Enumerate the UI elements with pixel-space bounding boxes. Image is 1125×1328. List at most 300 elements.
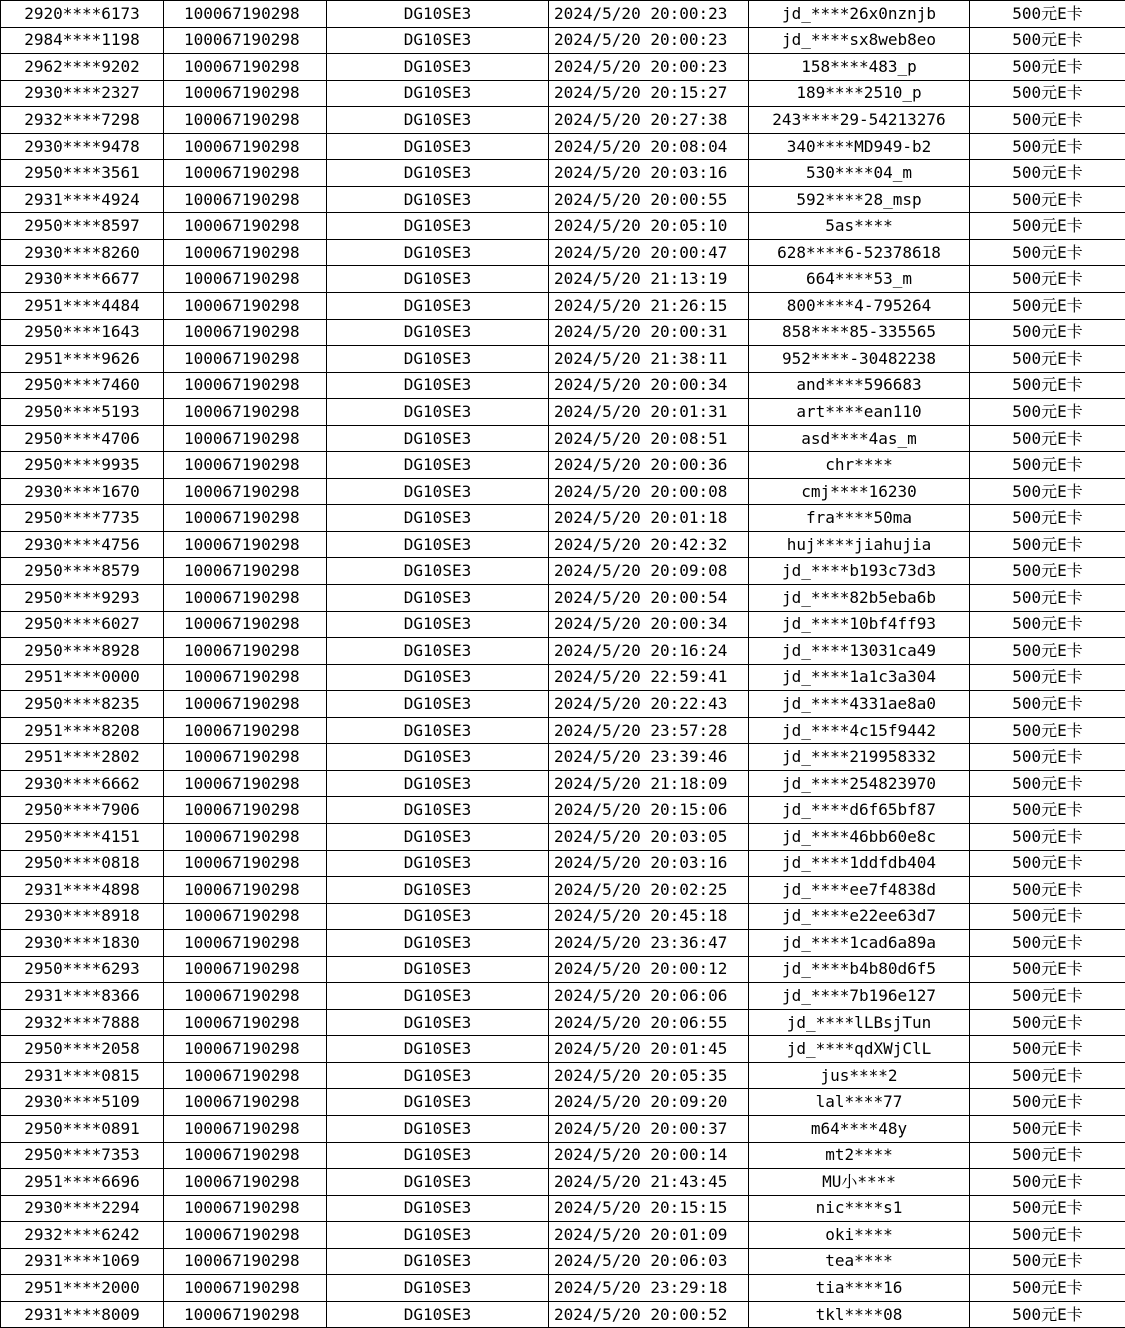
table-row xyxy=(1,346,1125,373)
table-row xyxy=(1,585,1125,612)
prize-cell: 500元E卡 xyxy=(970,1195,1125,1222)
order-id-cell: 2951****4484 xyxy=(1,293,164,320)
product-sku-cell: 100067190298 xyxy=(164,664,327,691)
order-id-cell: 2950****6027 xyxy=(1,611,164,638)
user-account-cell: jd_****4c15f9442 xyxy=(749,717,970,744)
model-cell: DG10SE3 xyxy=(327,691,549,718)
order-id-cell: 2931****4924 xyxy=(1,186,164,213)
prize-cell: 500元E卡 xyxy=(970,293,1125,320)
table-row xyxy=(1,293,1125,320)
model-cell: DG10SE3 xyxy=(327,823,549,850)
table-row xyxy=(1,744,1125,771)
model-cell: DG10SE3 xyxy=(327,266,549,293)
user-account-cell: 530****04_m xyxy=(749,160,970,187)
order-id-cell: 2950****0818 xyxy=(1,850,164,877)
model-cell: DG10SE3 xyxy=(327,1,549,28)
product-sku-cell: 100067190298 xyxy=(164,505,327,532)
model-cell: DG10SE3 xyxy=(327,1195,549,1222)
order-time-cell: 2024/5/20 20:00:36 xyxy=(549,452,749,479)
product-sku-cell: 100067190298 xyxy=(164,239,327,266)
order-id-cell: 2950****7353 xyxy=(1,1142,164,1169)
model-cell: DG10SE3 xyxy=(327,505,549,532)
table-row xyxy=(1,239,1125,266)
table-row xyxy=(1,1195,1125,1222)
model-cell: DG10SE3 xyxy=(327,399,549,426)
prize-cell: 500元E卡 xyxy=(970,372,1125,399)
product-sku-cell: 100067190298 xyxy=(164,319,327,346)
prize-cell: 500元E卡 xyxy=(970,319,1125,346)
order-id-cell: 2950****1643 xyxy=(1,319,164,346)
product-sku-cell: 100067190298 xyxy=(164,1301,327,1328)
model-cell: DG10SE3 xyxy=(327,239,549,266)
order-time-cell: 2024/5/20 20:15:06 xyxy=(549,797,749,824)
prize-cell: 500元E卡 xyxy=(970,797,1125,824)
table-row xyxy=(1,1169,1125,1196)
order-time-cell: 2024/5/20 20:00:23 xyxy=(549,54,749,81)
winner-table-body xyxy=(1,1,1125,1328)
user-account-cell: chr**** xyxy=(749,452,970,479)
user-account-cell: jd_****254823970 xyxy=(749,770,970,797)
prize-cell: 500元E卡 xyxy=(970,1,1125,28)
table-row xyxy=(1,1,1125,28)
prize-cell: 500元E卡 xyxy=(970,213,1125,240)
user-account-cell: 858****85-335565 xyxy=(749,319,970,346)
order-id-cell: 2930****9478 xyxy=(1,133,164,160)
prize-cell: 500元E卡 xyxy=(970,611,1125,638)
order-id-cell: 2930****6677 xyxy=(1,266,164,293)
model-cell: DG10SE3 xyxy=(327,319,549,346)
model-cell: DG10SE3 xyxy=(327,797,549,824)
product-sku-cell: 100067190298 xyxy=(164,850,327,877)
table-row xyxy=(1,770,1125,797)
product-sku-cell: 100067190298 xyxy=(164,1195,327,1222)
product-sku-cell: 100067190298 xyxy=(164,1142,327,1169)
product-sku-cell: 100067190298 xyxy=(164,1222,327,1249)
product-sku-cell: 100067190298 xyxy=(164,903,327,930)
order-id-cell: 2930****8918 xyxy=(1,903,164,930)
product-sku-cell: 100067190298 xyxy=(164,1089,327,1116)
model-cell: DG10SE3 xyxy=(327,54,549,81)
product-sku-cell: 100067190298 xyxy=(164,877,327,904)
order-time-cell: 2024/5/20 22:59:41 xyxy=(549,664,749,691)
product-sku-cell: 100067190298 xyxy=(164,1275,327,1302)
product-sku-cell: 100067190298 xyxy=(164,1009,327,1036)
table-row xyxy=(1,1009,1125,1036)
prize-cell: 500元E卡 xyxy=(970,1009,1125,1036)
prize-cell: 500元E卡 xyxy=(970,877,1125,904)
model-cell: DG10SE3 xyxy=(327,717,549,744)
prize-cell: 500元E卡 xyxy=(970,452,1125,479)
prize-cell: 500元E卡 xyxy=(970,54,1125,81)
model-cell: DG10SE3 xyxy=(327,1222,549,1249)
product-sku-cell: 100067190298 xyxy=(164,956,327,983)
model-cell: DG10SE3 xyxy=(327,1062,549,1089)
user-account-cell: and****596683 xyxy=(749,372,970,399)
model-cell: DG10SE3 xyxy=(327,1248,549,1275)
order-time-cell: 2024/5/20 20:01:09 xyxy=(549,1222,749,1249)
product-sku-cell: 100067190298 xyxy=(164,186,327,213)
user-account-cell: jd_****1ddfdb404 xyxy=(749,850,970,877)
order-time-cell: 2024/5/20 20:15:27 xyxy=(549,80,749,107)
product-sku-cell: 100067190298 xyxy=(164,293,327,320)
user-account-cell: jd_****10bf4ff93 xyxy=(749,611,970,638)
model-cell: DG10SE3 xyxy=(327,293,549,320)
prize-cell: 500元E卡 xyxy=(970,505,1125,532)
table-row xyxy=(1,425,1125,452)
table-row xyxy=(1,54,1125,81)
order-id-cell: 2950****7460 xyxy=(1,372,164,399)
product-sku-cell: 100067190298 xyxy=(164,1169,327,1196)
user-account-cell: tea**** xyxy=(749,1248,970,1275)
prize-cell: 500元E卡 xyxy=(970,266,1125,293)
prize-cell: 500元E卡 xyxy=(970,770,1125,797)
prize-cell: 500元E卡 xyxy=(970,956,1125,983)
prize-cell: 500元E卡 xyxy=(970,80,1125,107)
prize-cell: 500元E卡 xyxy=(970,186,1125,213)
order-id-cell: 2931****8009 xyxy=(1,1301,164,1328)
table-row xyxy=(1,691,1125,718)
model-cell: DG10SE3 xyxy=(327,638,549,665)
order-time-cell: 2024/5/20 20:09:08 xyxy=(549,558,749,585)
table-row xyxy=(1,319,1125,346)
table-row xyxy=(1,1062,1125,1089)
model-cell: DG10SE3 xyxy=(327,664,549,691)
table-row xyxy=(1,372,1125,399)
product-sku-cell: 100067190298 xyxy=(164,611,327,638)
user-account-cell: jd_****7b196e127 xyxy=(749,983,970,1010)
prize-cell: 500元E卡 xyxy=(970,691,1125,718)
user-account-cell: 952****-30482238 xyxy=(749,346,970,373)
prize-cell: 500元E卡 xyxy=(970,717,1125,744)
model-cell: DG10SE3 xyxy=(327,850,549,877)
model-cell: DG10SE3 xyxy=(327,877,549,904)
order-id-cell: 2930****4756 xyxy=(1,531,164,558)
prize-cell: 500元E卡 xyxy=(970,1115,1125,1142)
model-cell: DG10SE3 xyxy=(327,133,549,160)
order-time-cell: 2024/5/20 20:45:18 xyxy=(549,903,749,930)
product-sku-cell: 100067190298 xyxy=(164,797,327,824)
user-account-cell: tia****16 xyxy=(749,1275,970,1302)
product-sku-cell: 100067190298 xyxy=(164,1036,327,1063)
order-time-cell: 2024/5/20 21:13:19 xyxy=(549,266,749,293)
order-time-cell: 2024/5/20 20:09:20 xyxy=(549,1089,749,1116)
order-id-cell: 2930****1830 xyxy=(1,930,164,957)
product-sku-cell: 100067190298 xyxy=(164,27,327,54)
model-cell: DG10SE3 xyxy=(327,903,549,930)
order-time-cell: 2024/5/20 20:00:52 xyxy=(549,1301,749,1328)
table-row xyxy=(1,452,1125,479)
table-row xyxy=(1,1275,1125,1302)
prize-cell: 500元E卡 xyxy=(970,823,1125,850)
product-sku-cell: 100067190298 xyxy=(164,399,327,426)
prize-cell: 500元E卡 xyxy=(970,346,1125,373)
order-time-cell: 2024/5/20 20:00:23 xyxy=(549,1,749,28)
order-time-cell: 2024/5/20 20:00:31 xyxy=(549,319,749,346)
prize-cell: 500元E卡 xyxy=(970,1301,1125,1328)
model-cell: DG10SE3 xyxy=(327,1142,549,1169)
product-sku-cell: 100067190298 xyxy=(164,425,327,452)
table-row xyxy=(1,1036,1125,1063)
product-sku-cell: 100067190298 xyxy=(164,54,327,81)
table-row xyxy=(1,558,1125,585)
order-id-cell: 2930****6662 xyxy=(1,770,164,797)
model-cell: DG10SE3 xyxy=(327,611,549,638)
order-id-cell: 2950****7735 xyxy=(1,505,164,532)
product-sku-cell: 100067190298 xyxy=(164,717,327,744)
table-row xyxy=(1,107,1125,134)
order-time-cell: 2024/5/20 20:00:12 xyxy=(549,956,749,983)
order-id-cell: 2951****2000 xyxy=(1,1275,164,1302)
table-row xyxy=(1,531,1125,558)
user-account-cell: MU小**** xyxy=(749,1169,970,1196)
order-time-cell: 2024/5/20 20:06:03 xyxy=(549,1248,749,1275)
order-time-cell: 2024/5/20 20:03:16 xyxy=(549,160,749,187)
order-time-cell: 2024/5/20 20:16:24 xyxy=(549,638,749,665)
product-sku-cell: 100067190298 xyxy=(164,346,327,373)
order-time-cell: 2024/5/20 20:01:31 xyxy=(549,399,749,426)
model-cell: DG10SE3 xyxy=(327,107,549,134)
order-time-cell: 2024/5/20 23:36:47 xyxy=(549,930,749,957)
model-cell: DG10SE3 xyxy=(327,1089,549,1116)
user-account-cell: tkl****08 xyxy=(749,1301,970,1328)
order-time-cell: 2024/5/20 20:03:16 xyxy=(549,850,749,877)
user-account-cell: jd_****219958332 xyxy=(749,744,970,771)
product-sku-cell: 100067190298 xyxy=(164,585,327,612)
product-sku-cell: 100067190298 xyxy=(164,452,327,479)
table-row xyxy=(1,399,1125,426)
order-time-cell: 2024/5/20 20:08:04 xyxy=(549,133,749,160)
user-account-cell: jd_****ee7f4838d xyxy=(749,877,970,904)
table-row xyxy=(1,664,1125,691)
product-sku-cell: 100067190298 xyxy=(164,823,327,850)
prize-cell: 500元E卡 xyxy=(970,983,1125,1010)
product-sku-cell: 100067190298 xyxy=(164,1248,327,1275)
product-sku-cell: 100067190298 xyxy=(164,107,327,134)
model-cell: DG10SE3 xyxy=(327,346,549,373)
order-id-cell: 2930****8260 xyxy=(1,239,164,266)
model-cell: DG10SE3 xyxy=(327,372,549,399)
user-account-cell: fra****50ma xyxy=(749,505,970,532)
user-account-cell: m64****48y xyxy=(749,1115,970,1142)
user-account-cell: 340****MD949-b2 xyxy=(749,133,970,160)
prize-cell: 500元E卡 xyxy=(970,1089,1125,1116)
prize-cell: 500元E卡 xyxy=(970,1275,1125,1302)
prize-cell: 500元E卡 xyxy=(970,399,1125,426)
table-row xyxy=(1,1115,1125,1142)
order-time-cell: 2024/5/20 20:00:14 xyxy=(549,1142,749,1169)
order-id-cell: 2931****1069 xyxy=(1,1248,164,1275)
product-sku-cell: 100067190298 xyxy=(164,691,327,718)
order-time-cell: 2024/5/20 20:06:55 xyxy=(549,1009,749,1036)
order-id-cell: 2950****2058 xyxy=(1,1036,164,1063)
order-id-cell: 2950****9293 xyxy=(1,585,164,612)
user-account-cell: cmj****16230 xyxy=(749,478,970,505)
order-time-cell: 2024/5/20 20:00:34 xyxy=(549,611,749,638)
user-account-cell: oki**** xyxy=(749,1222,970,1249)
user-account-cell: 158****483_p xyxy=(749,54,970,81)
order-id-cell: 2930****2294 xyxy=(1,1195,164,1222)
order-id-cell: 2951****6696 xyxy=(1,1169,164,1196)
prize-cell: 500元E卡 xyxy=(970,531,1125,558)
table-row xyxy=(1,80,1125,107)
user-account-cell: jd_****b4b80d6f5 xyxy=(749,956,970,983)
user-account-cell: jd_****82b5eba6b xyxy=(749,585,970,612)
table-row xyxy=(1,1142,1125,1169)
model-cell: DG10SE3 xyxy=(327,930,549,957)
order-time-cell: 2024/5/20 20:27:38 xyxy=(549,107,749,134)
product-sku-cell: 100067190298 xyxy=(164,372,327,399)
order-id-cell: 2950****8928 xyxy=(1,638,164,665)
model-cell: DG10SE3 xyxy=(327,956,549,983)
prize-cell: 500元E卡 xyxy=(970,1222,1125,1249)
order-id-cell: 2951****2802 xyxy=(1,744,164,771)
order-id-cell: 2951****8208 xyxy=(1,717,164,744)
table-row xyxy=(1,27,1125,54)
user-account-cell: jd_****qdXWjClL xyxy=(749,1036,970,1063)
product-sku-cell: 100067190298 xyxy=(164,478,327,505)
product-sku-cell: 100067190298 xyxy=(164,638,327,665)
model-cell: DG10SE3 xyxy=(327,558,549,585)
order-time-cell: 2024/5/20 21:18:09 xyxy=(549,770,749,797)
product-sku-cell: 100067190298 xyxy=(164,770,327,797)
user-account-cell: jd_****b193c73d3 xyxy=(749,558,970,585)
order-id-cell: 2950****8597 xyxy=(1,213,164,240)
order-id-cell: 2950****6293 xyxy=(1,956,164,983)
order-time-cell: 2024/5/20 20:00:54 xyxy=(549,585,749,612)
order-time-cell: 2024/5/20 20:06:06 xyxy=(549,983,749,1010)
prize-cell: 500元E卡 xyxy=(970,133,1125,160)
prize-cell: 500元E卡 xyxy=(970,425,1125,452)
model-cell: DG10SE3 xyxy=(327,478,549,505)
prize-cell: 500元E卡 xyxy=(970,1142,1125,1169)
order-time-cell: 2024/5/20 20:03:05 xyxy=(549,823,749,850)
model-cell: DG10SE3 xyxy=(327,1115,549,1142)
model-cell: DG10SE3 xyxy=(327,160,549,187)
user-account-cell: jd_****26x0nznjb xyxy=(749,1,970,28)
model-cell: DG10SE3 xyxy=(327,452,549,479)
order-id-cell: 2951****9626 xyxy=(1,346,164,373)
model-cell: DG10SE3 xyxy=(327,80,549,107)
table-row xyxy=(1,1089,1125,1116)
table-row xyxy=(1,505,1125,532)
table-row xyxy=(1,611,1125,638)
order-time-cell: 2024/5/20 20:02:25 xyxy=(549,877,749,904)
product-sku-cell: 100067190298 xyxy=(164,160,327,187)
user-account-cell: 243****29-54213276 xyxy=(749,107,970,134)
order-id-cell: 2920****6173 xyxy=(1,1,164,28)
order-time-cell: 2024/5/20 20:15:15 xyxy=(549,1195,749,1222)
table-row xyxy=(1,213,1125,240)
model-cell: DG10SE3 xyxy=(327,744,549,771)
user-account-cell: 664****53_m xyxy=(749,266,970,293)
user-account-cell: nic****s1 xyxy=(749,1195,970,1222)
prize-cell: 500元E卡 xyxy=(970,585,1125,612)
table-row xyxy=(1,478,1125,505)
order-id-cell: 2931****0815 xyxy=(1,1062,164,1089)
order-time-cell: 2024/5/20 21:38:11 xyxy=(549,346,749,373)
order-time-cell: 2024/5/20 20:00:55 xyxy=(549,186,749,213)
product-sku-cell: 100067190298 xyxy=(164,531,327,558)
prize-cell: 500元E卡 xyxy=(970,1036,1125,1063)
model-cell: DG10SE3 xyxy=(327,213,549,240)
product-sku-cell: 100067190298 xyxy=(164,930,327,957)
order-time-cell: 2024/5/20 20:42:32 xyxy=(549,531,749,558)
order-id-cell: 2932****7888 xyxy=(1,1009,164,1036)
order-time-cell: 2024/5/20 23:57:28 xyxy=(549,717,749,744)
order-id-cell: 2950****0891 xyxy=(1,1115,164,1142)
product-sku-cell: 100067190298 xyxy=(164,1,327,28)
user-account-cell: mt2**** xyxy=(749,1142,970,1169)
order-time-cell: 2024/5/20 20:01:18 xyxy=(549,505,749,532)
user-account-cell: 800****4-795264 xyxy=(749,293,970,320)
table-row xyxy=(1,1222,1125,1249)
order-id-cell: 2950****4151 xyxy=(1,823,164,850)
prize-cell: 500元E卡 xyxy=(970,850,1125,877)
order-id-cell: 2932****7298 xyxy=(1,107,164,134)
order-time-cell: 2024/5/20 20:00:47 xyxy=(549,239,749,266)
order-time-cell: 2024/5/20 20:00:34 xyxy=(549,372,749,399)
model-cell: DG10SE3 xyxy=(327,425,549,452)
order-id-cell: 2950****8579 xyxy=(1,558,164,585)
prize-cell: 500元E卡 xyxy=(970,1062,1125,1089)
model-cell: DG10SE3 xyxy=(327,1169,549,1196)
order-time-cell: 2024/5/20 23:29:18 xyxy=(549,1275,749,1302)
user-account-cell: 189****2510_p xyxy=(749,80,970,107)
user-account-cell: jd_****46bb60e8c xyxy=(749,823,970,850)
prize-cell: 500元E卡 xyxy=(970,558,1125,585)
product-sku-cell: 100067190298 xyxy=(164,1115,327,1142)
table-row xyxy=(1,797,1125,824)
model-cell: DG10SE3 xyxy=(327,27,549,54)
user-account-cell: jd_****1a1c3a304 xyxy=(749,664,970,691)
order-time-cell: 2024/5/20 20:00:37 xyxy=(549,1115,749,1142)
table-row xyxy=(1,1248,1125,1275)
model-cell: DG10SE3 xyxy=(327,770,549,797)
table-row xyxy=(1,956,1125,983)
product-sku-cell: 100067190298 xyxy=(164,983,327,1010)
order-time-cell: 2024/5/20 20:05:35 xyxy=(549,1062,749,1089)
order-time-cell: 2024/5/20 20:05:10 xyxy=(549,213,749,240)
order-id-cell: 2950****9935 xyxy=(1,452,164,479)
product-sku-cell: 100067190298 xyxy=(164,80,327,107)
user-account-cell: jd_****e22ee63d7 xyxy=(749,903,970,930)
prize-cell: 500元E卡 xyxy=(970,903,1125,930)
order-id-cell: 2932****6242 xyxy=(1,1222,164,1249)
user-account-cell: jd_****lLBsjTun xyxy=(749,1009,970,1036)
user-account-cell: lal****77 xyxy=(749,1089,970,1116)
order-time-cell: 2024/5/20 20:22:43 xyxy=(549,691,749,718)
user-account-cell: asd****4as_m xyxy=(749,425,970,452)
user-account-cell: huj****jiahujia xyxy=(749,531,970,558)
user-account-cell: 628****6-52378618 xyxy=(749,239,970,266)
prize-cell: 500元E卡 xyxy=(970,1248,1125,1275)
prize-cell: 500元E卡 xyxy=(970,930,1125,957)
order-id-cell: 2950****8235 xyxy=(1,691,164,718)
order-id-cell: 2962****9202 xyxy=(1,54,164,81)
order-id-cell: 2950****3561 xyxy=(1,160,164,187)
model-cell: DG10SE3 xyxy=(327,1301,549,1328)
order-time-cell: 2024/5/20 20:01:45 xyxy=(549,1036,749,1063)
order-id-cell: 2931****8366 xyxy=(1,983,164,1010)
table-row xyxy=(1,877,1125,904)
user-account-cell: jus****2 xyxy=(749,1062,970,1089)
product-sku-cell: 100067190298 xyxy=(164,558,327,585)
user-account-cell: 5as**** xyxy=(749,213,970,240)
model-cell: DG10SE3 xyxy=(327,1275,549,1302)
table-row xyxy=(1,266,1125,293)
order-id-cell: 2950****5193 xyxy=(1,399,164,426)
model-cell: DG10SE3 xyxy=(327,186,549,213)
